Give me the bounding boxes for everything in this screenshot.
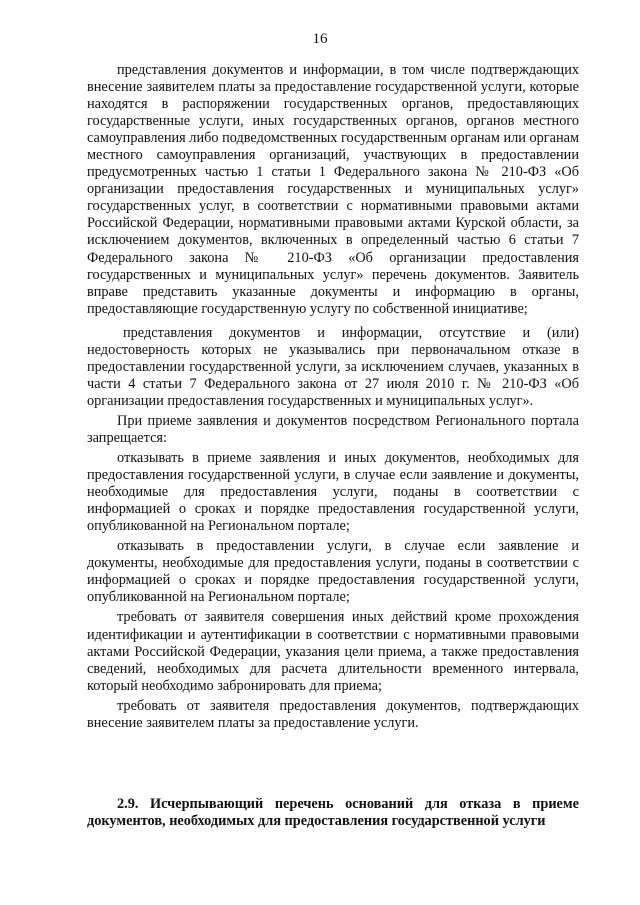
paragraph-payment-documents: требовать от заявителя предоставления документов, подтверждающих внесение заявителем платы за предоставление услуги. xyxy=(87,697,579,731)
paragraph-portal-prohibitions: При приеме заявления и документов посредством Регионального портала запрещается: xyxy=(87,412,579,446)
paragraph-refuse-acceptance: отказывать в приеме заявления и иных документов, необходимых для предоставления государственной услуги, в случае если заявление и документы, необходимые для предоставления услуги, поданы в соответствии с информацией о сроках и порядке предоставления государственной услуги, опубликованной на Региональном портале; xyxy=(87,450,579,535)
paragraph-unreliability: представления документов и информации, отсутствие и (или) недостоверность которых не указывались при первоначальном отказе в предоставлении государственной услуги, за исключением случаев, указанных в части 4 статьи 7 Федерального закона от 27 июля 2010 г. № 210-ФЗ «Об организации предоставления государственных и муниципальных услуг». xyxy=(87,324,579,409)
paragraph-documents-in-possession: представления документов и информации, в том числе подтверждающих внесение заявителем платы за предоставление государственной услуги, которые находятся в распоряжении государственных органов, предоставляющих государственные услуги, иных государственных органов, органов местного самоуправления либо подведомственных государственным органам или органам местного самоуправления организаций, участвующих в предоставлении предусмотренных частью 1 статьи 1 Федерального закона № 210-ФЗ «Об организации предоставления государственных и муниципальных услуг» государственных услуг, в соответствии с нормативными правовыми актами Российской Федерации, нормативными правовыми актами Курской области, за исключением документов, включенных в определенный частью 6 статьи 7 Федерального закона № 210-ФЗ «Об организации предоставления государственных и муниципальных услуг» перечень документов. Заявитель вправе представить указанные документы и информацию в органы, предоставляющие государственную услугу по собственной инициативе; xyxy=(87,62,580,317)
paragraph-refuse-service: отказывать в предоставлении услуги, в случае если заявление и документы, необходимые для предоставления услуги, поданы в соответствии с информацией о сроках и порядке предоставления государственной услуги, опубликованной на Региональном портале; xyxy=(87,538,579,606)
paragraph-extra-actions: требовать от заявителя совершения иных действий кроме прохождения идентификации и аутентификации в соответствии с нормативными правовыми актами Российской Федерации, указания цели приема, а также предоставления сведений, необходимых для расчета длительности временного интервала, который необходимо забронировать для приема; xyxy=(87,609,579,694)
document-body xyxy=(87,62,579,732)
page-number: 16 xyxy=(312,31,328,47)
section-heading: 2.9. Исчерпывающий перечень оснований для отказа в приеме документов, необходимых для предоставления государственной услуги xyxy=(87,796,579,830)
